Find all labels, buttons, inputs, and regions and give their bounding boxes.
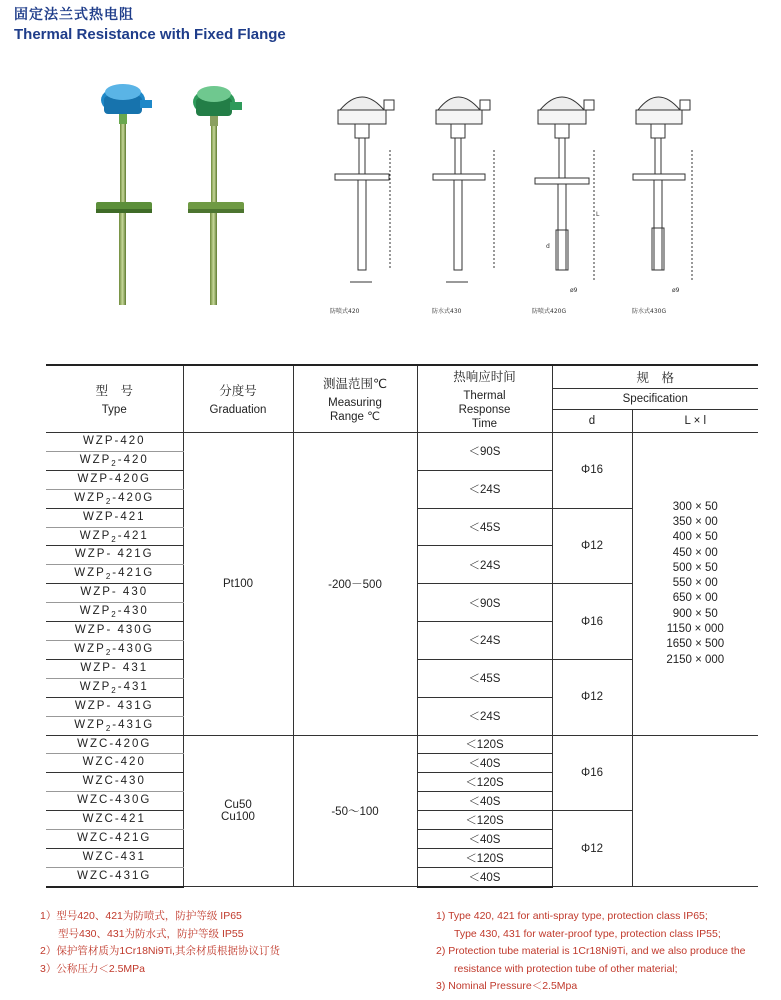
Ll-values-cu xyxy=(632,735,758,887)
model-cell: $WZP_2-430$ xyxy=(46,603,183,622)
Ll-value: 350 × 00 xyxy=(672,515,718,528)
response-time: ＜45S xyxy=(417,659,552,697)
Ll-value: 650 × 00 xyxy=(672,592,718,605)
Ll-value: 300 × 50 xyxy=(672,500,718,513)
page-title-en: Thermal Resistance with Fixed Flange xyxy=(14,26,286,43)
model-cell: WZC-420 xyxy=(46,754,183,773)
graduation-pt: Pt100 xyxy=(183,433,293,736)
note-en-2: 2) Protection tube material is 1Cr18Ni9Ti, and we also produce the xyxy=(436,945,746,957)
note-en-3: 3) Nominal Pressure＜2.5Mpa xyxy=(436,980,578,992)
drawing-430 xyxy=(433,97,494,282)
drawing-420-caption: 防喷式420 xyxy=(330,308,360,315)
d-value: Φ12 xyxy=(552,811,632,887)
model-cell: $WZP_2-431$ xyxy=(46,678,183,697)
page-title-cn: 固定法兰式热电阻 xyxy=(14,6,134,22)
dim-L-label: L xyxy=(596,211,600,218)
note-cn-1: 1）型号420、421为防喷式，防护等级 IP65 xyxy=(40,910,242,922)
note-cn-2: 2）保护管材质为1Cr18Ni9Ti,其余材质根据协议订货 xyxy=(40,945,280,957)
dim-phi-label: ø9 xyxy=(570,287,578,294)
response-time: ＜24S xyxy=(417,622,552,660)
response-time: ＜90S xyxy=(417,433,552,471)
model-cell: WZP- 431 xyxy=(46,659,183,678)
drawing-420 xyxy=(335,97,394,282)
model-cell: WZC-430G xyxy=(46,792,183,811)
Ll-value: 450 × 00 xyxy=(672,546,718,559)
Ll-value: 500 × 50 xyxy=(672,561,718,574)
note-cn-1b: 型号430、431为防水式，防护等级 IP55 xyxy=(58,927,244,940)
model-cell: $WZP_2-420G$ xyxy=(46,489,183,508)
response-time: ＜40S xyxy=(417,754,552,773)
drawing-430G-caption: 防水式430G xyxy=(632,308,667,315)
response-time: ＜120S xyxy=(417,773,552,792)
response-time: ＜40S xyxy=(417,867,552,886)
model-cell: $WZP_2-420$ xyxy=(46,451,183,470)
response-time: ＜45S xyxy=(417,508,552,546)
response-time: ＜40S xyxy=(417,830,552,849)
response-time: ＜120S xyxy=(417,811,552,830)
response-time: ＜120S xyxy=(417,848,552,867)
Ll-value: 2150 × 000 xyxy=(666,653,725,666)
model-cell: WZC-421G xyxy=(46,830,183,849)
range-pt: -200－500 xyxy=(293,433,417,736)
Ll-value: 400 × 50 xyxy=(672,531,718,544)
range-cu: -50～100 xyxy=(293,735,417,887)
model-cell: WZP-420 xyxy=(46,433,183,452)
notes-cn xyxy=(40,908,280,978)
model-cell: WZC-421 xyxy=(46,811,183,830)
header-spec-en: Specification xyxy=(552,389,758,410)
model-cell: WZP- 431G xyxy=(46,697,183,716)
dim-d-label: d xyxy=(546,243,550,250)
response-time: ＜24S xyxy=(417,697,552,735)
photo-green-head-sensor xyxy=(188,86,244,305)
note-en-1b: Type 430, 431 for water-proof type, protection class IP55; xyxy=(454,927,721,940)
Ll-values xyxy=(632,433,758,736)
model-cell: WZP- 421G xyxy=(46,546,183,565)
header-type: 型 号 Type xyxy=(46,365,183,433)
Ll-value: 550 × 00 xyxy=(672,577,718,590)
model-cell: WZP-421 xyxy=(46,508,183,527)
spec-table xyxy=(46,364,758,888)
drawing-420G-caption: 防喷式420G xyxy=(532,308,567,315)
note-en-2b: resistance with protection tube of other material; xyxy=(454,962,678,975)
model-cell: $WZP_2-430G$ xyxy=(46,640,183,659)
d-value: Φ12 xyxy=(552,659,632,735)
product-figures xyxy=(0,70,781,330)
drawing-420G xyxy=(535,97,594,280)
response-time: ＜40S xyxy=(417,792,552,811)
response-time: ＜90S xyxy=(417,584,552,622)
header-graduation: 分度号 Graduation xyxy=(183,365,293,433)
header-response: 热响应时间 Thermal Response Time xyxy=(417,365,552,433)
model-cell: WZC-431 xyxy=(46,848,183,867)
response-time: ＜24S xyxy=(417,470,552,508)
graduation-cu: Cu50 Cu100 xyxy=(183,735,293,887)
model-cell: WZP-420G xyxy=(46,470,183,489)
model-cell: $WZP_2-421$ xyxy=(46,527,183,546)
header-d: d xyxy=(552,410,632,433)
model-cell: WZC-430 xyxy=(46,773,183,792)
model-cell: WZP- 430 xyxy=(46,584,183,603)
drawing-430-caption: 防水式430 xyxy=(432,308,462,315)
model-cell: WZC-420G xyxy=(46,735,183,754)
response-time: ＜120S xyxy=(417,735,552,754)
d-value: Φ12 xyxy=(552,508,632,584)
d-value: Φ16 xyxy=(552,584,632,660)
model-cell: $WZP_2-421G$ xyxy=(46,565,183,584)
note-en-1: 1) Type 420, 421 for anti-spray type, protection class IP65; xyxy=(436,910,708,922)
Ll-value: 1650 × 500 xyxy=(666,638,725,651)
header-Ll: L × l xyxy=(632,410,758,433)
d-value: Φ16 xyxy=(552,433,632,509)
model-cell: WZP- 430G xyxy=(46,622,183,641)
header-spec-cn: 规 格 xyxy=(552,365,758,389)
response-time: ＜24S xyxy=(417,546,552,584)
header-range: 测温范围℃ Measuring Range ℃ xyxy=(293,365,417,433)
photo-blue-head-sensor xyxy=(96,84,152,305)
model-cell: WZC-431G xyxy=(46,867,183,886)
Ll-value: 1150 × 000 xyxy=(666,622,724,635)
note-cn-3: 3）公称压力＜2.5MPa xyxy=(40,962,146,975)
notes-en xyxy=(436,908,776,996)
Ll-value: 900 × 50 xyxy=(672,607,718,620)
dim-phi-label-2: ø9 xyxy=(672,287,680,294)
drawing-430G xyxy=(633,97,692,280)
d-value: Φ16 xyxy=(552,735,632,811)
model-cell: $WZP_2-431G$ xyxy=(46,716,183,735)
